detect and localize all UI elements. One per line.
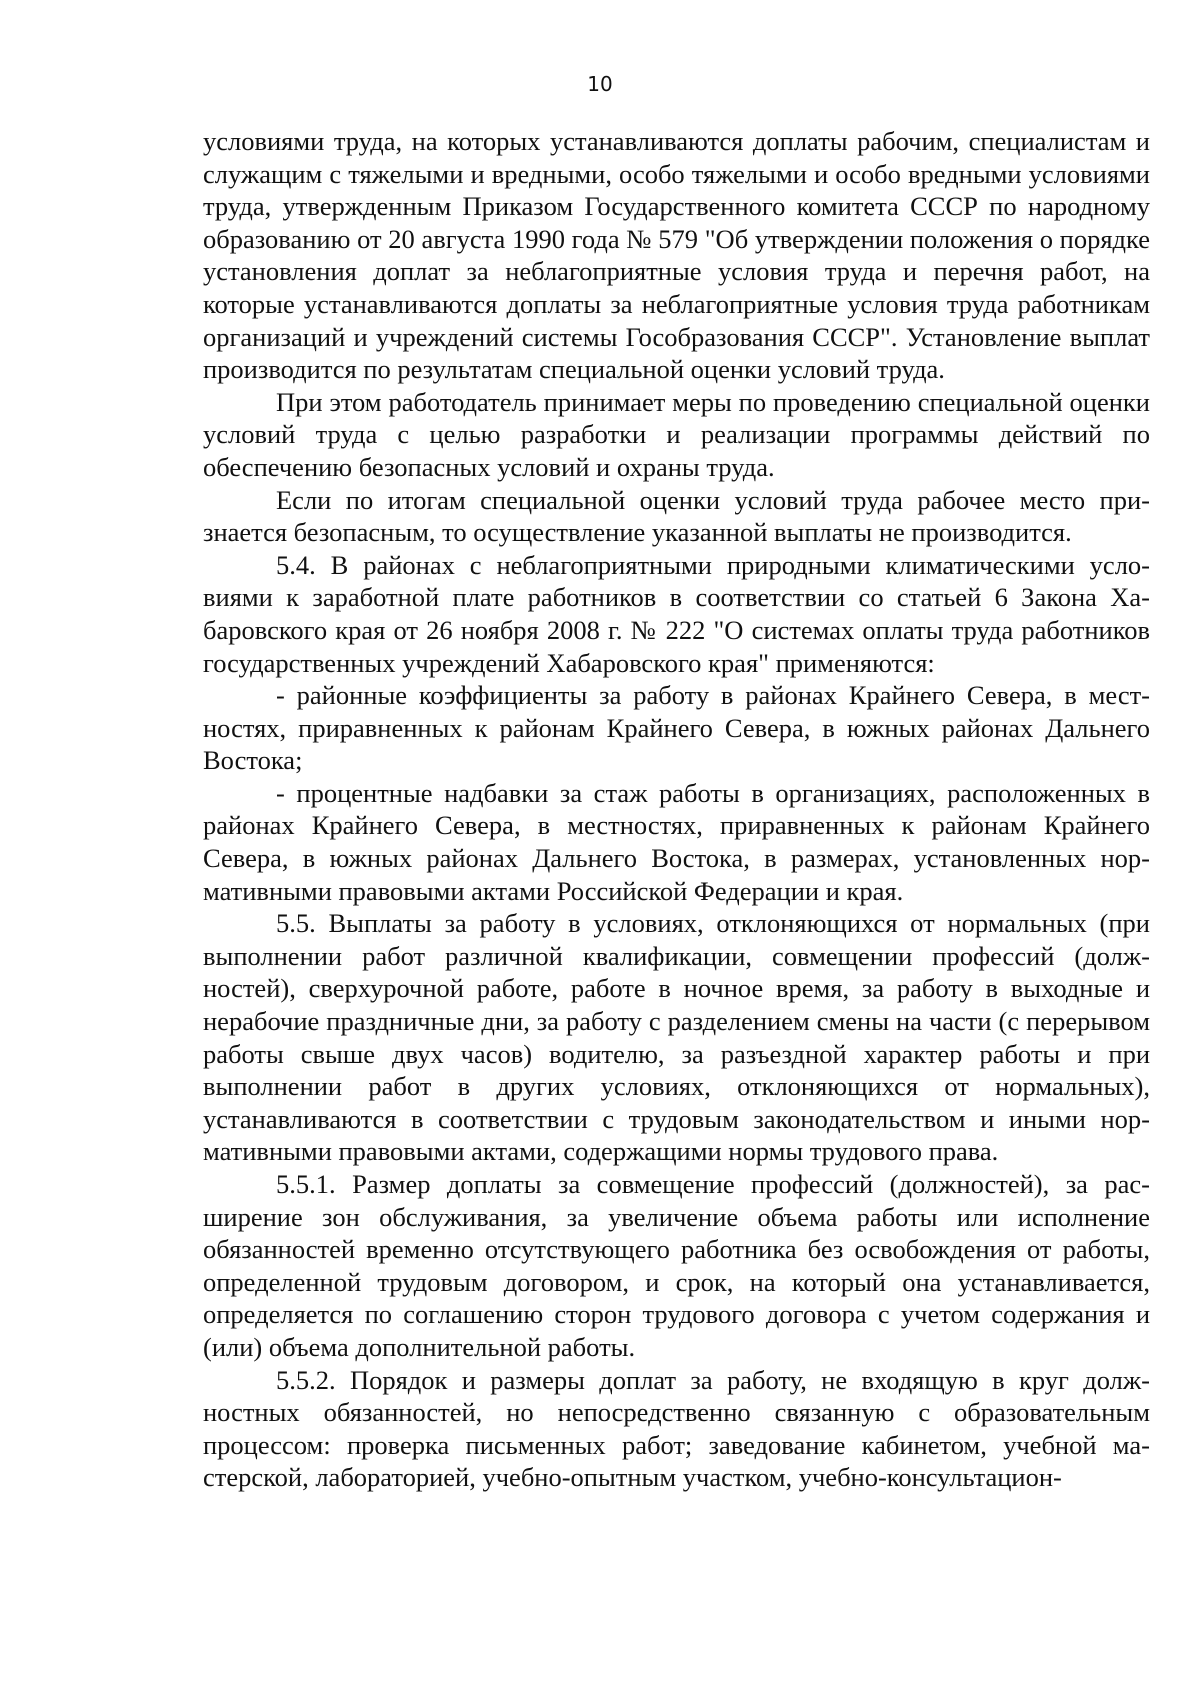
list-item: - процентные надбавки за стаж работы в организациях, расположенных в районах Крайнего Севера, в местностях, приравненных к районам Крайнего Севера, в южных районах Дальнего Востока, в размерах, установленных нормативными правовыми актами Российской Федерации и края. bbox=[203, 777, 1150, 906]
paragraph: При этом работодатель принимает меры по проведению специальной оценки условий труда с целью разработки и реализации программы действий по обеспечению безопасных условий и охраны труда. bbox=[203, 386, 1150, 482]
list-item: - районные коэффициенты за работу в районах Крайнего Севера, в местностях, приравненных к районам Крайнего Севера, в южных районах Дальнего Востока; bbox=[203, 680, 1150, 776]
paragraph: 5.5.2. Порядок и размеры доплат за работу, не входящую в круг должностных обязанностей, но непосредственно связанную с образовательным процессом: проверка письменных работ; заведование кабинетом, учебной мастерской, лабораторией, учебно-опытным участком, учебно-консультацион- bbox=[203, 1364, 1150, 1493]
page-number: 10 bbox=[587, 72, 613, 96]
document-body bbox=[203, 125, 1150, 1494]
paragraph: Если по итогам специальной оценки условий труда рабочее место признается безопасным, то осуществление указанной выплаты не производится. bbox=[203, 484, 1150, 548]
paragraph: 5.5.1. Размер доплаты за совмещение профессий (должностей), за расширение зон обслуживания, за увеличение объема работы или исполнение обязанностей временно отсутствующего работника без освобождения от работы, определенной трудовым договором, и срок, на который она устанавливается, определяется по соглашению сторон трудового договора с учетом содержания и (или) объема дополнительной работы. bbox=[203, 1169, 1150, 1362]
paragraph: 5.5. Выплаты за работу в условиях, отклоняющихся от нормальных (при выполнении работ различной квалификации, совмещении профессий (должностей), сверхурочной работе, работе в ночное время, за работу в выходные и нерабочие праздничные дни, за работу с разделением смены на части (с перерывом работы свыше двух часов) водителю, за разъездной характер работы и при выполнении работ в других условиях, отклоняющихся от нормальных), устанавливаются в соответствии с трудовым законодательством и иными нормативными правовыми актами, содержащими нормы трудового права. bbox=[203, 908, 1150, 1167]
paragraph: условиями труда, на которых устанавливаются доплаты рабочим, специалистам и служащим с тяжелыми и вредными, особо тяжелыми и особо вредными условиями труда, утвержденным Приказом Государственного комитета СССР по народному образованию от 20 августа 1990 года № 579 "Об утверждении положения о порядке установления доплат за неблагоприятные условия труда и перечня работ, на которые устанавливаются доплаты за неблагоприятные условия труда работникам организаций и учреждений системы Гособразования СССР". Установление выплат производится по результатам специальной оценки условий труда. bbox=[203, 126, 1150, 385]
paragraph: 5.4. В районах с неблагоприятными природными климатическими условиями к заработной плате работников в соответствии со статьей 6 Закона Хабаровского края от 26 ноября 2008 г. № 222 "О системах оплаты труда работников государственных учреждений Хабаровского края" применяются: bbox=[203, 549, 1150, 678]
